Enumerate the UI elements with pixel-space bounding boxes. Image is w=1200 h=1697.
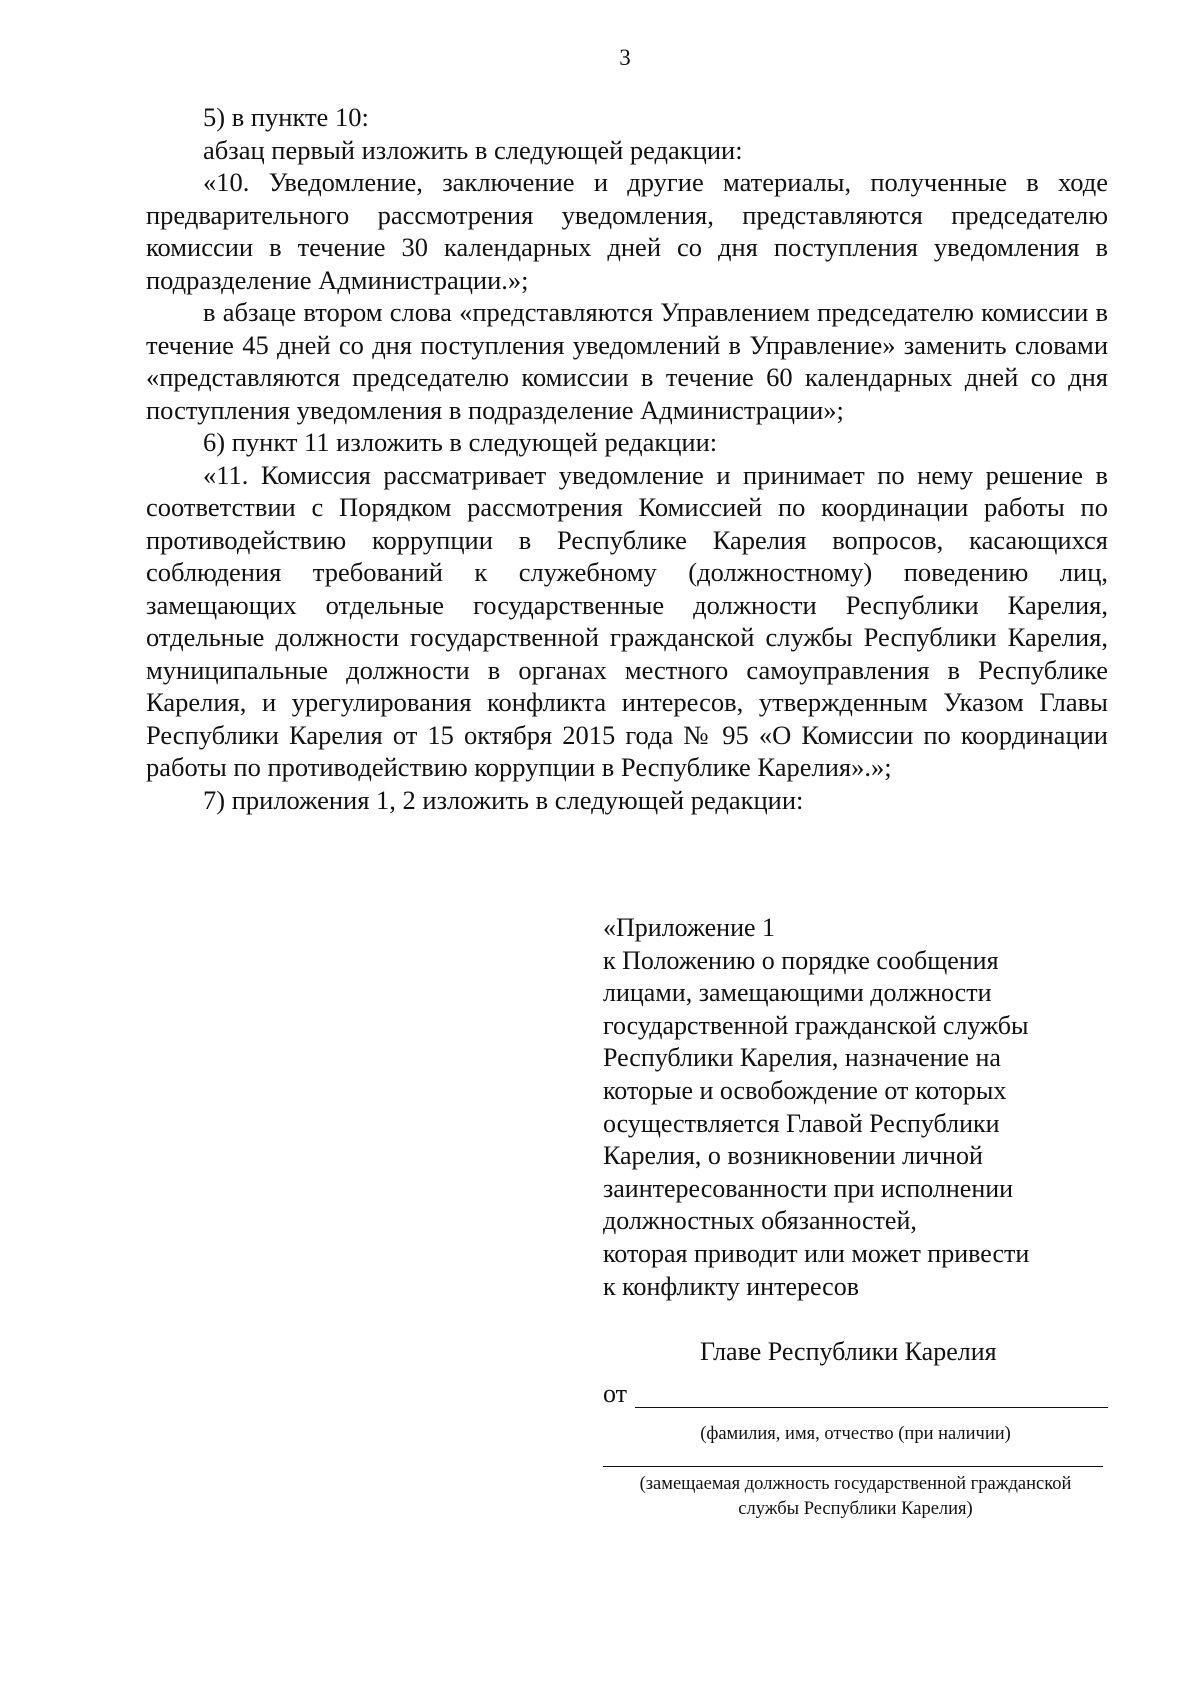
position-caption-line: (замещаемая должность государственной гражданской (639, 1474, 1072, 1494)
appendix-line: заинтересованности при исполнении (603, 1173, 1014, 1203)
document-body (146, 101, 1108, 816)
addressee-title: Главе Республики Карелия (700, 1337, 997, 1366)
position-caption-line: службы Республики Карелия) (738, 1499, 973, 1519)
appendix-line: к конфликту интересов (603, 1271, 859, 1301)
paragraph-quote-11: «11. Комиссия рассматривает уведомление и принимает по нему решение в соответствии с Порядком рассмотрения Комиссией по координации работы по противодействию коррупции в Республике Карелия вопросов, касающихся соблюдения требований к служебному (должностному) поведению лиц, замещающих отдельные государственные должности Республики Карелия, отдельные должности государственной гражданской службы Республики Карелия, муниципальные должности в органах местного самоуправления в Республике Карелия, и урегулирования конфликта интересов, утвержденным Указом Главы Республики Карелия от 15 октября 2015 года № 95 «О Комиссии по координации работы по противодействию коррупции в Республике Карелия».»; (146, 459, 1108, 782)
appendix-line: которые и освобождение от которых (603, 1075, 1007, 1105)
appendix-line: «Приложение 1 (603, 913, 776, 942)
paragraph-item-6: 6) пункт 11 изложить в следующей редакции: (203, 427, 718, 457)
from-row (603, 1378, 1108, 1412)
page-number: 3 (619, 45, 631, 70)
appendix-line: государственной гражданской службы (603, 1010, 1029, 1040)
paragraph-first-abzac: абзац первый изложить в следующей редакции: (203, 134, 743, 165)
from-label: от (603, 1379, 628, 1408)
appendix-heading (603, 912, 1123, 1303)
paragraph-second-abzac: в абзаце втором слова «представляются Управлением председателю комиссии в течение 45 дней со дня поступления уведомлений в Управление» заменить словами «представляются председателю комиссии в течение 60 календарных дней со дня поступления уведомления в подразделение Администрации»; (146, 297, 1108, 425)
paragraph-item-5: 5) в пункте 10: (203, 102, 369, 132)
position-caption (603, 1472, 1108, 1522)
appendix-line: должностных обязанностей, (603, 1206, 917, 1236)
fio-fill-line (635, 1407, 1108, 1408)
fio-caption: (фамилия, имя, отчество (при наличии) (700, 1424, 1011, 1444)
appendix-line: осуществляется Главой Республики (603, 1108, 1000, 1138)
appendix-line: которая приводит или может привести (603, 1238, 1030, 1268)
paragraph-quote-10: «10. Уведомление, заключение и другие материалы, полученные в ходе предварительного рассмотрения уведомления, представляются председателю комиссии в течение 30 календарных дней со дня поступления уведомления в подразделение Администрации.»; (146, 167, 1108, 295)
position-fill-line (603, 1466, 1103, 1467)
appendix-line: Республики Карелия, назначение на (603, 1043, 1001, 1073)
appendix-line: к Положению о порядке сообщения (603, 945, 999, 975)
appendix-line: лицами, замещающими должности (603, 978, 992, 1008)
appendix-line: Карелия, о возникновении личной (603, 1141, 983, 1171)
paragraph-item-7: 7) приложения 1, 2 изложить в следующей редакции: (203, 784, 804, 815)
